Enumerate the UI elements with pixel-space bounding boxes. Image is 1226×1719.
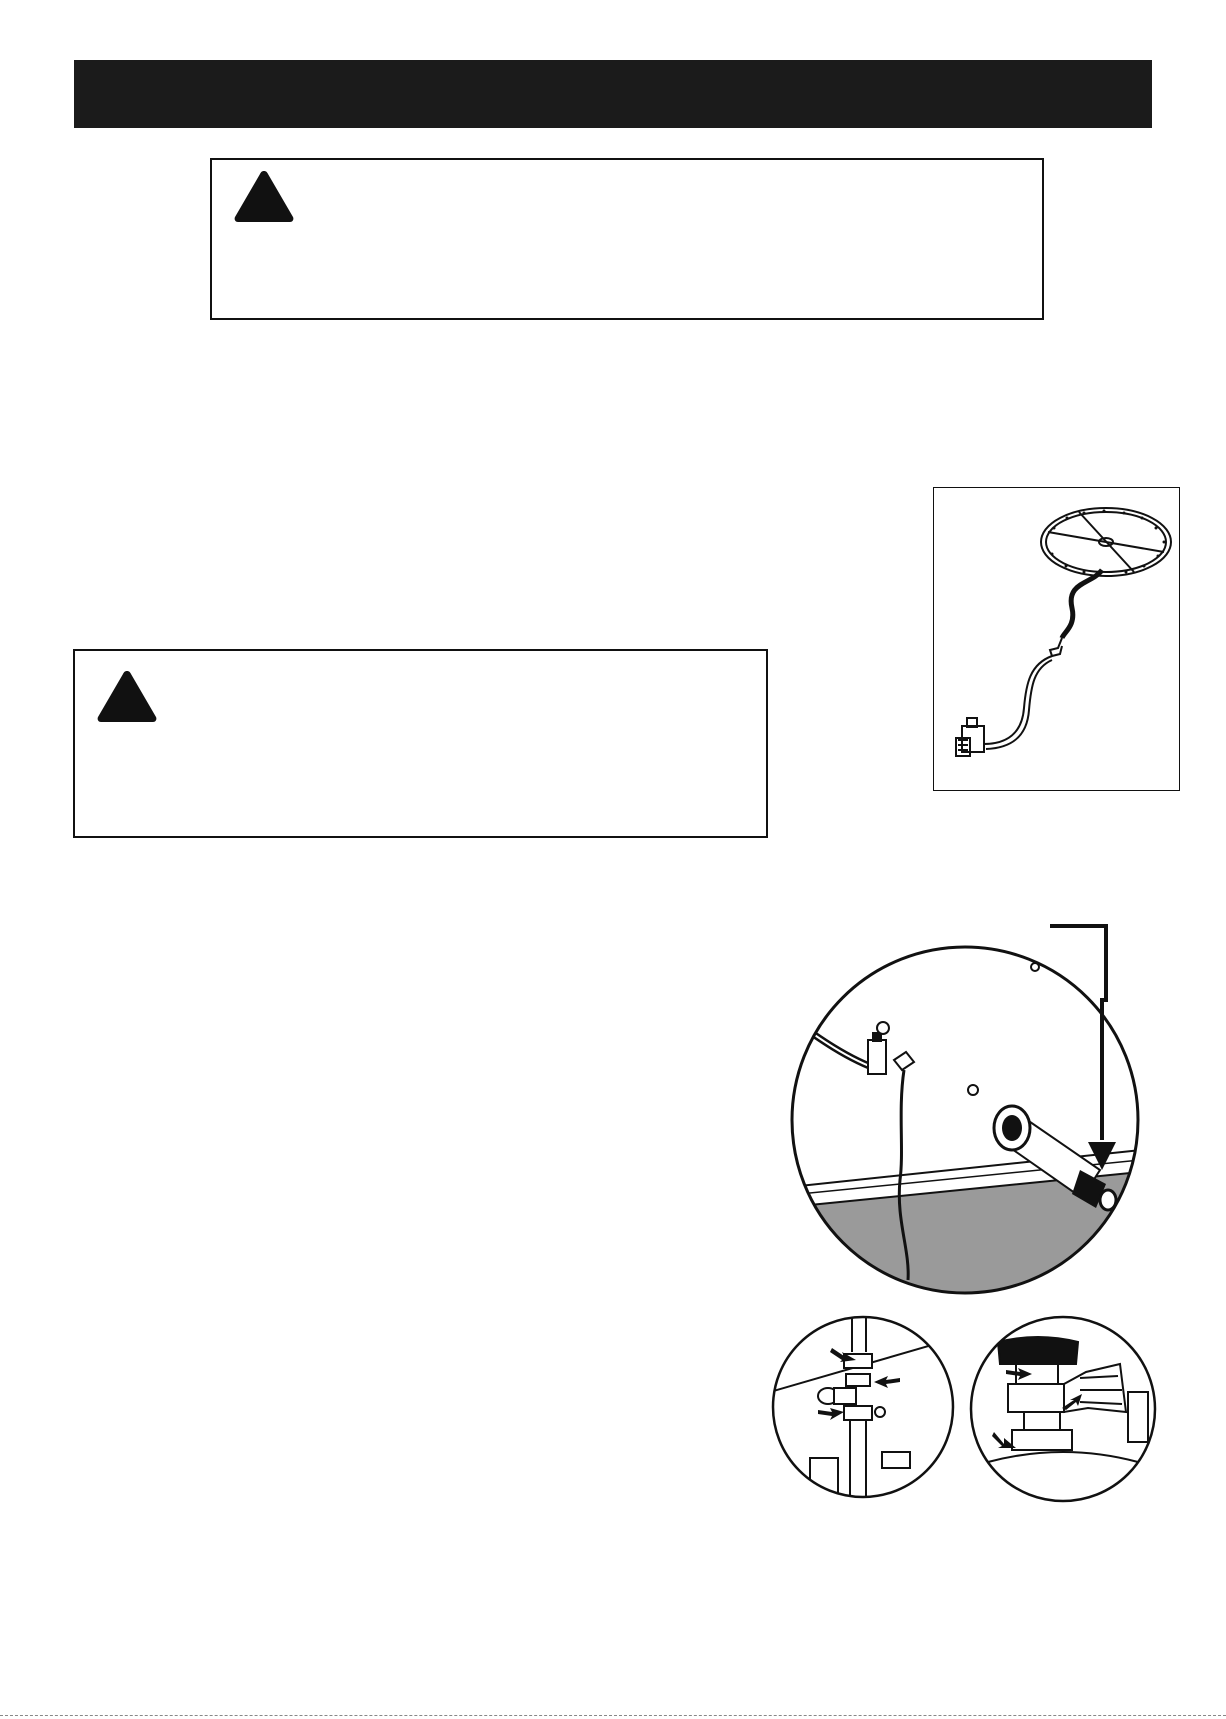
warning-box-mid xyxy=(73,649,768,838)
section-header-bar xyxy=(74,60,1152,128)
warning-box-top xyxy=(210,158,1044,320)
warning-triangle-icon xyxy=(96,668,158,724)
warning-triangle-icon xyxy=(233,168,295,224)
page-bottom-rule xyxy=(0,1715,1226,1716)
figure-burner-assembly xyxy=(933,487,1180,791)
figure-leak-test-hose xyxy=(770,1312,956,1502)
figure-gas-inlet-detail xyxy=(780,920,1160,1300)
figure-leak-test-valve xyxy=(968,1312,1158,1506)
burner-ring-hose-regulator-icon xyxy=(934,488,1179,790)
